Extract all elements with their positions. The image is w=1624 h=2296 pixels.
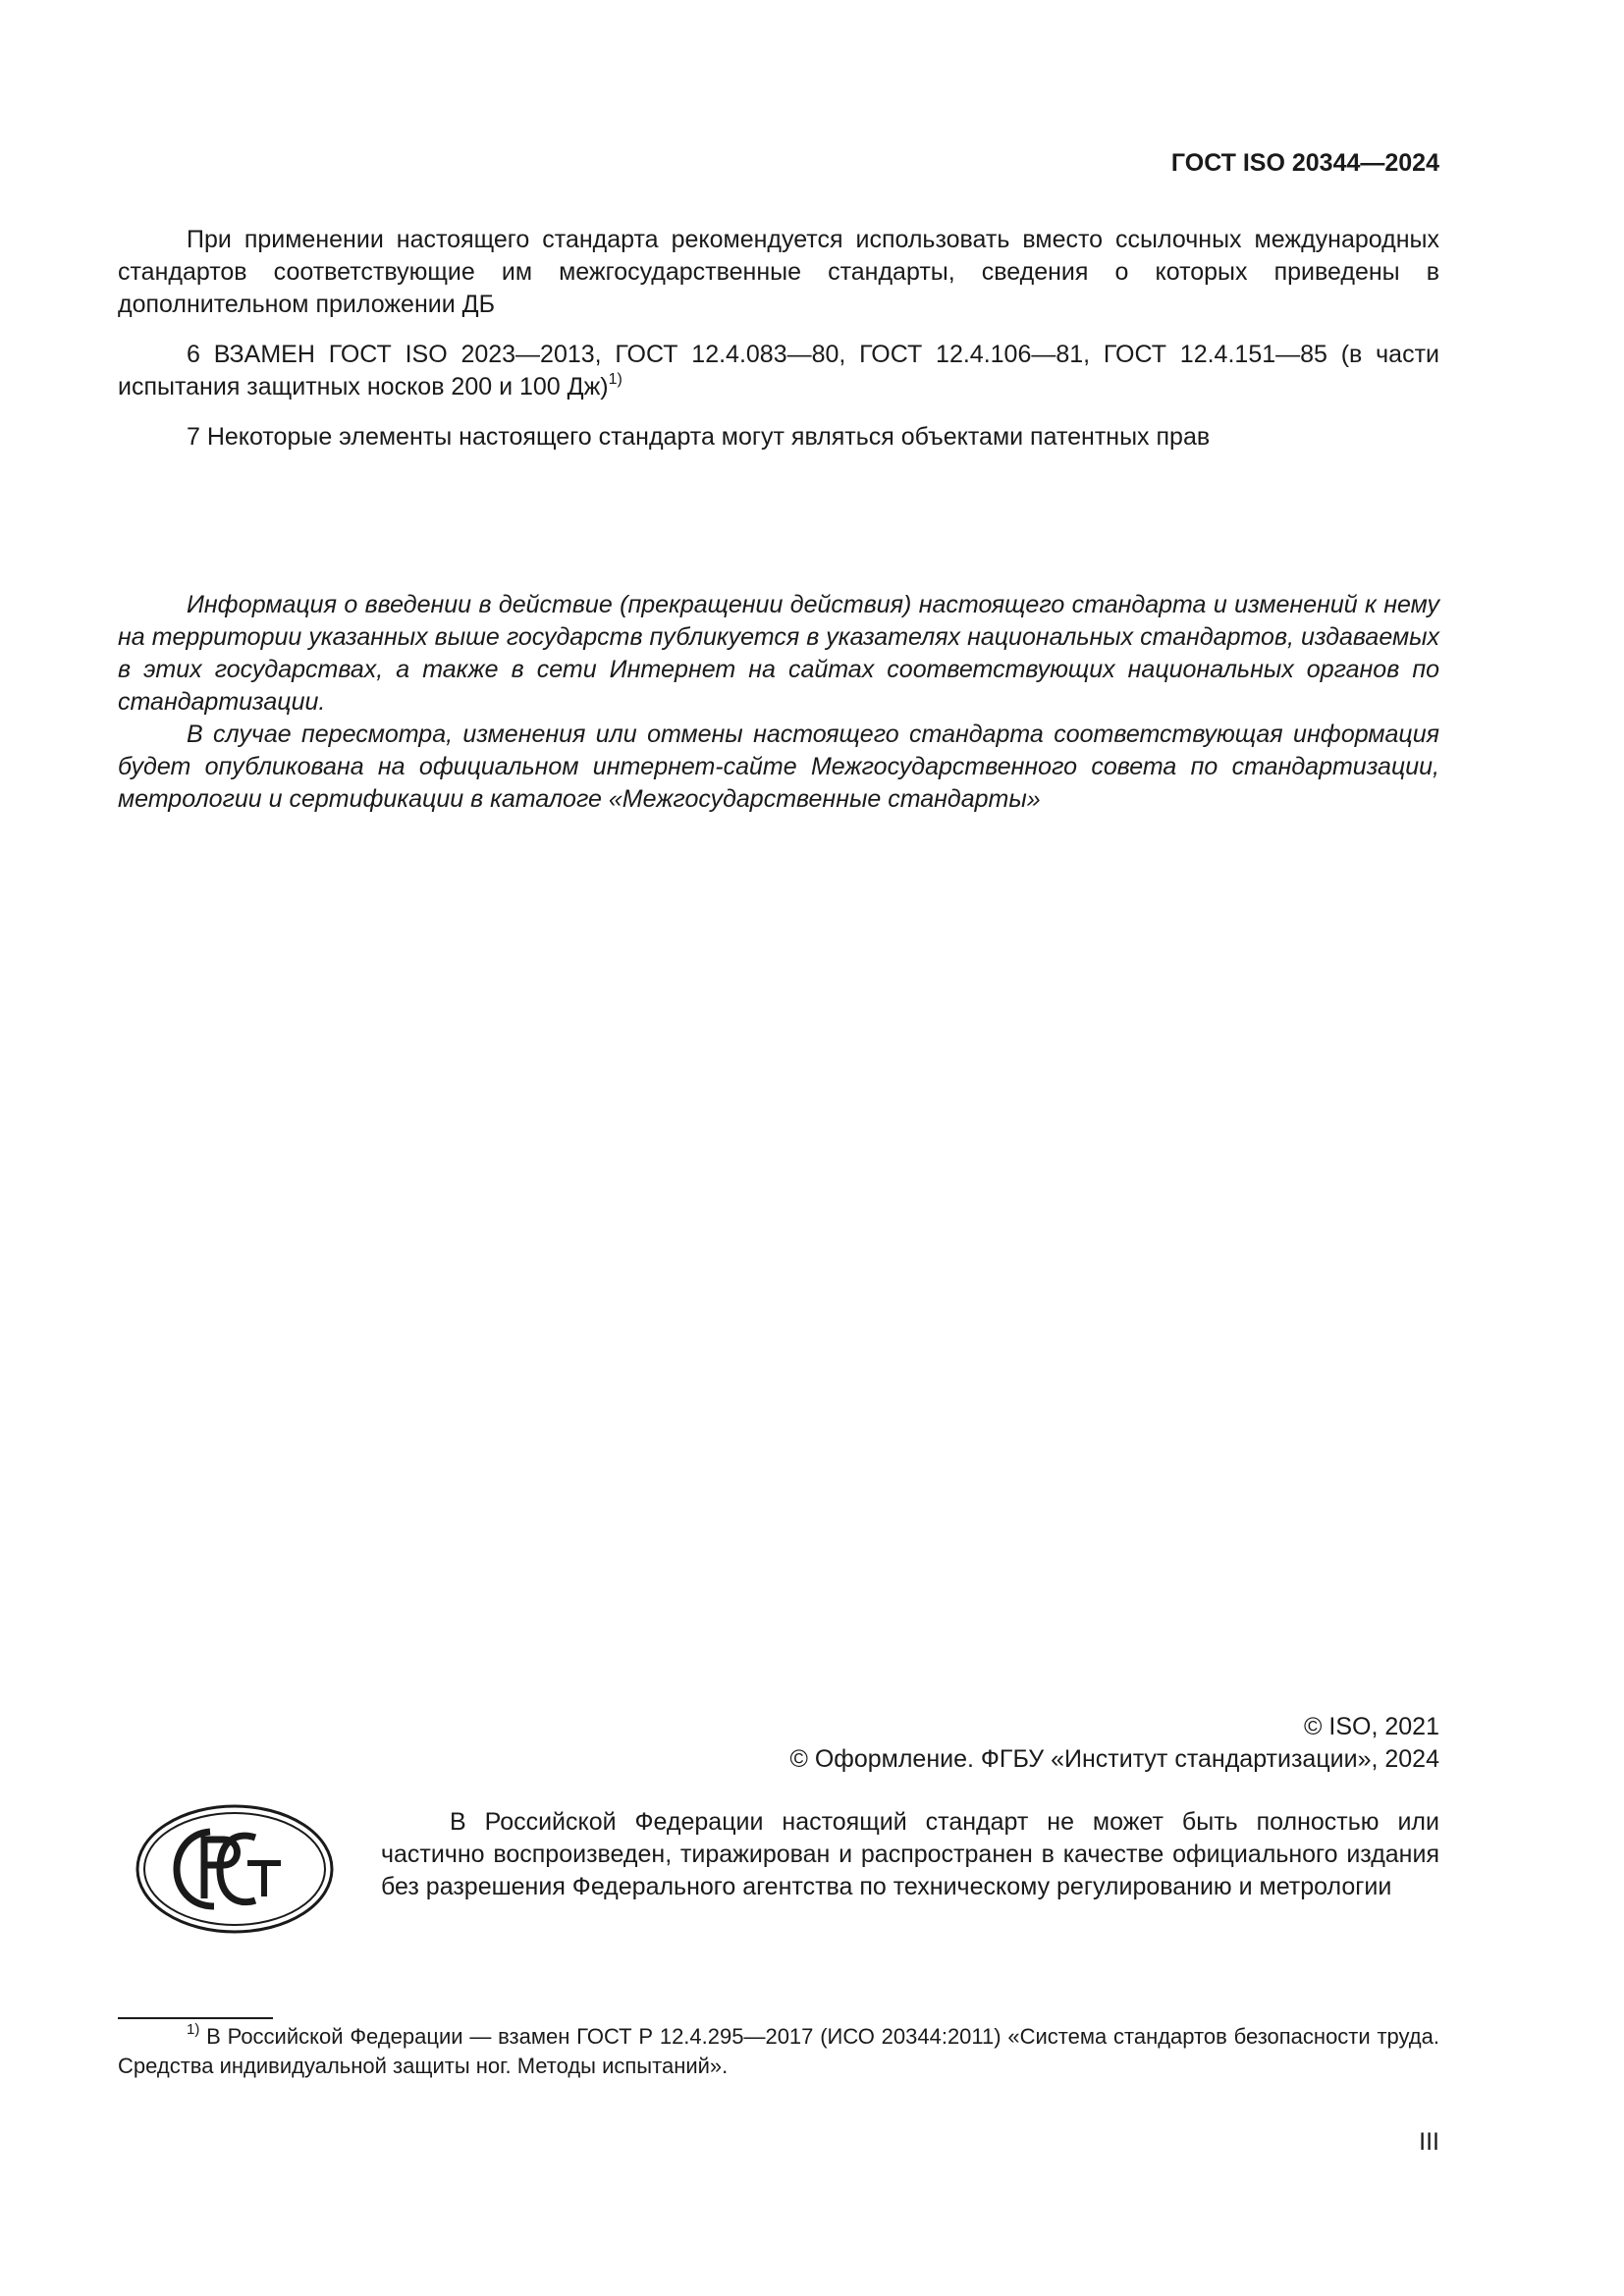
footnote-mark: 1) [187,2021,200,2038]
page-number: III [1419,2128,1439,2156]
rst-logo-icon [135,1804,334,1934]
main-text-block [118,224,1439,454]
replaces-text: 6 ВЗАМЕН ГОСТ ISO 2023—2013, ГОСТ 12.4.083—80, ГОСТ 12.4.106—81, ГОСТ 12.4.151—85 (в части испытания защитных носков 200 и 100 Дж) [118,341,1439,400]
copyright-iso: © ISO, 2021 [1304,1713,1439,1740]
footnote-separator [118,2017,273,2019]
info-text-block [118,589,1439,816]
info-introduction-paragraph: Информация о введении в действие (прекращении действия) настоящего стандарта и изменений к нему на территории указанных выше государств публикуется в указателях национальных стандартов, издаваемых в этих государствах, а также в сети Интернет на сайтах соответствующих национальных органов по стандартизации. [118,591,1439,716]
normative-references-paragraph: При применении настоящего стандарта рекомендуется использовать вместо ссылочных международных стандартов соответствующие им межгосударственные стандарты, сведения о которых приведены в дополнительном приложении ДБ [118,226,1439,318]
info-revision-paragraph: В случае пересмотра, изменения или отмены настоящего стандарта соответствующая информация будет опубликована на официальном интернет-сайте Межгосударственного совета по стандартизации, метрологии и сертификации в каталоге «Межгосударственные стандарты» [118,721,1439,813]
replaces-paragraph [118,339,1439,403]
footnote-text: В Российской Федерации — взамен ГОСТ Р 12.4.295—2017 (ИСО 20344:2011) «Система стандартов безопасности труда. Средства индивидуальной защиты ног. Методы испытаний». [118,2024,1439,2078]
footnote [118,2022,1439,2081]
patent-rights-paragraph: 7 Некоторые элементы настоящего стандарта могут являться объектами патентных прав [187,423,1211,451]
footnote-reference: 1) [608,371,623,388]
reproduction-notice: В Российской Федерации настоящий стандарт не может быть полностью или частично воспроизведен, тиражирован и распространен в качестве официального издания без разрешения Федерального агентства по техническому регулированию и метрологии [381,1808,1439,1900]
document-header-id: ГОСТ ISO 20344—2024 [1170,149,1439,177]
copyright-design: © Оформление. ФГБУ «Институт стандартизации», 2024 [789,1745,1439,1773]
